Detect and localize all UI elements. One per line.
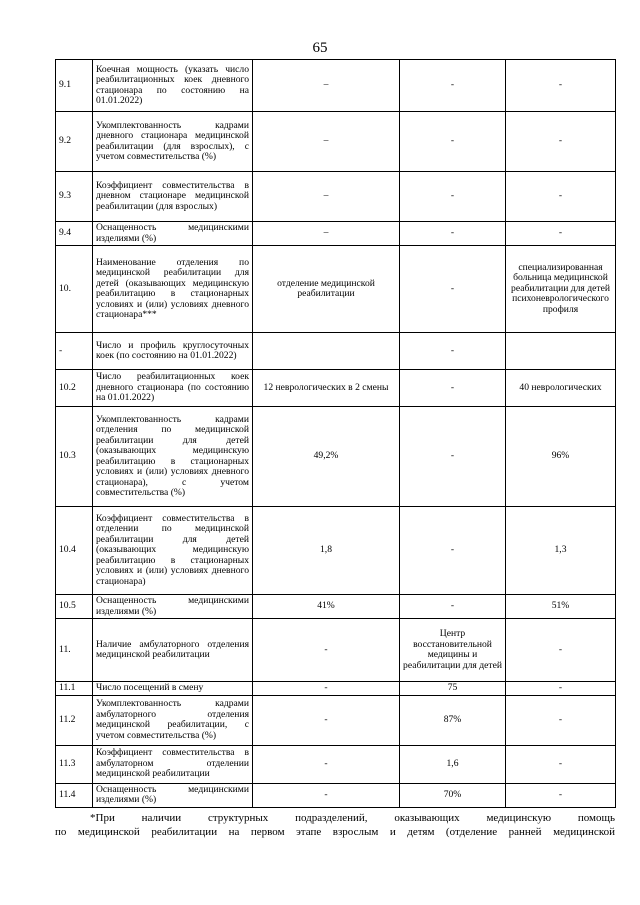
value-cell-1: 41% [253, 595, 400, 619]
value-cell-1: – [253, 112, 400, 172]
value-cell-1: – [253, 222, 400, 246]
row-number-cell: 11.1 [56, 682, 93, 696]
value-cell-2: 87% [400, 695, 506, 745]
value-cell-2: 70% [400, 783, 506, 807]
table-row [56, 333, 616, 370]
value-cell-2: - [400, 333, 506, 370]
value-cell-3: 51% [506, 595, 616, 619]
table-row [56, 172, 616, 222]
description-cell: Наименование отделения по медицинской реабилитации для детей (оказывающих медицинскую реабилитацию в стационарных условиях и (или) условиях дневного стационара*** [93, 246, 253, 333]
value-cell-3: - [506, 172, 616, 222]
table-row [56, 60, 616, 112]
value-cell-1: отделение медицинской реабилитации [253, 246, 400, 333]
footnote-line-1: *При наличии структурных подразделений, оказывающих медицинскую помощь [90, 812, 615, 824]
value-cell-2: - [400, 370, 506, 407]
value-cell-3: - [506, 112, 616, 172]
table-row [56, 682, 616, 696]
value-cell-1: 49,2% [253, 407, 400, 507]
row-number-cell: 11.4 [56, 783, 93, 807]
value-cell-3: специализированная больница медицинской реабилитации для детей психоневрологического профиля [506, 246, 616, 333]
row-number-cell: 9.3 [56, 172, 93, 222]
row-number-cell: 10.5 [56, 595, 93, 619]
value-cell-1: – [253, 60, 400, 112]
data-table [55, 59, 616, 808]
description-cell: Укомплектованность кадрами амбулаторного отделения медицинской реабилитации, с учетом совместительства (%) [93, 695, 253, 745]
row-number-cell: 9.1 [56, 60, 93, 112]
table-row [56, 370, 616, 407]
footnote-line-2: по медицинской реабилитации на первом этапе взрослым и детям (отделение ранней медицинской [55, 826, 615, 838]
table-row [56, 407, 616, 507]
table-row [56, 507, 616, 595]
table-row [56, 695, 616, 745]
page-number: 65 [312, 40, 328, 56]
value-cell-3: - [506, 60, 616, 112]
value-cell-3: - [506, 222, 616, 246]
table-row [56, 112, 616, 172]
value-cell-3: 96% [506, 407, 616, 507]
table-row [56, 619, 616, 682]
table-row [56, 745, 616, 783]
value-cell-2: - [400, 60, 506, 112]
value-cell-1: 1,8 [253, 507, 400, 595]
value-cell-3: - [506, 695, 616, 745]
row-number-cell: 11.2 [56, 695, 93, 745]
description-cell: Коэффициент совместительства в дневном стационаре медицинской реабилитации (для взрослых) [93, 172, 253, 222]
row-number-cell: 10.2 [56, 370, 93, 407]
description-cell: Число и профиль круглосуточных коек (по состоянию на 01.01.2022) [93, 333, 253, 370]
value-cell-2: - [400, 407, 506, 507]
value-cell-3: - [506, 783, 616, 807]
description-cell: Оснащенность медицинскими изделиями (%) [93, 595, 253, 619]
value-cell-3: - [506, 682, 616, 696]
row-number-cell: 11.3 [56, 745, 93, 783]
value-cell-1: - [253, 695, 400, 745]
table-row [56, 595, 616, 619]
row-number-cell: 9.2 [56, 112, 93, 172]
table-row [56, 246, 616, 333]
row-number-cell: 10. [56, 246, 93, 333]
value-cell-1 [253, 333, 400, 370]
description-cell: Наличие амбулаторного отделения медицинской реабилитации [93, 619, 253, 682]
value-cell-2: 1,6 [400, 745, 506, 783]
description-cell: Коечная мощность (указать число реабилитационных коек дневного стационара по состоянию на 01.01.2022) [93, 60, 253, 112]
row-number-cell: 10.4 [56, 507, 93, 595]
value-cell-1: - [253, 783, 400, 807]
description-cell: Оснащенность медицинскими изделиями (%) [93, 222, 253, 246]
row-number-cell: 11. [56, 619, 93, 682]
value-cell-2: - [400, 507, 506, 595]
value-cell-1: - [253, 619, 400, 682]
value-cell-3: 1,3 [506, 507, 616, 595]
value-cell-3 [506, 333, 616, 370]
value-cell-1: - [253, 682, 400, 696]
value-cell-2: Центр восстановительной медицины и реабилитации для детей [400, 619, 506, 682]
description-cell: Число реабилитационных коек дневного стационара (по состоянию на 01.01.2022) [93, 370, 253, 407]
value-cell-2: - [400, 112, 506, 172]
table-row [56, 222, 616, 246]
value-cell-3: 40 неврологических [506, 370, 616, 407]
value-cell-2: - [400, 172, 506, 222]
table-row [56, 783, 616, 807]
value-cell-1: 12 неврологических в 2 смены [253, 370, 400, 407]
description-cell: Укомплектованность кадрами отделения по медицинской реабилитации для детей (оказывающих медицинскую реабилитацию в стационарных условиях и (или) условиях дневного стационара), с учетом совместительства (%) [93, 407, 253, 507]
value-cell-3: - [506, 619, 616, 682]
row-number-cell: - [56, 333, 93, 370]
row-number-cell: 10.3 [56, 407, 93, 507]
description-cell: Укомплектованность кадрами дневного стационара медицинской реабилитации (для взрослых), с учетом совместительства (%) [93, 112, 253, 172]
value-cell-3: - [506, 745, 616, 783]
table-body [56, 60, 616, 808]
value-cell-2: 75 [400, 682, 506, 696]
description-cell: Число посещений в смену [93, 682, 253, 696]
row-number-cell: 9.4 [56, 222, 93, 246]
value-cell-2: - [400, 246, 506, 333]
value-cell-1: – [253, 172, 400, 222]
value-cell-1: - [253, 745, 400, 783]
value-cell-2: - [400, 222, 506, 246]
description-cell: Коэффициент совместительства в отделении по медицинской реабилитации для детей (оказывающих медицинскую реабилитацию в стационарных условиях и (или) условиях дневного стационара) [93, 507, 253, 595]
description-cell: Коэффициент совместительства в амбулаторном отделении медицинской реабилитации [93, 745, 253, 783]
description-cell: Оснащенность медицинскими изделиями (%) [93, 783, 253, 807]
value-cell-2: - [400, 595, 506, 619]
